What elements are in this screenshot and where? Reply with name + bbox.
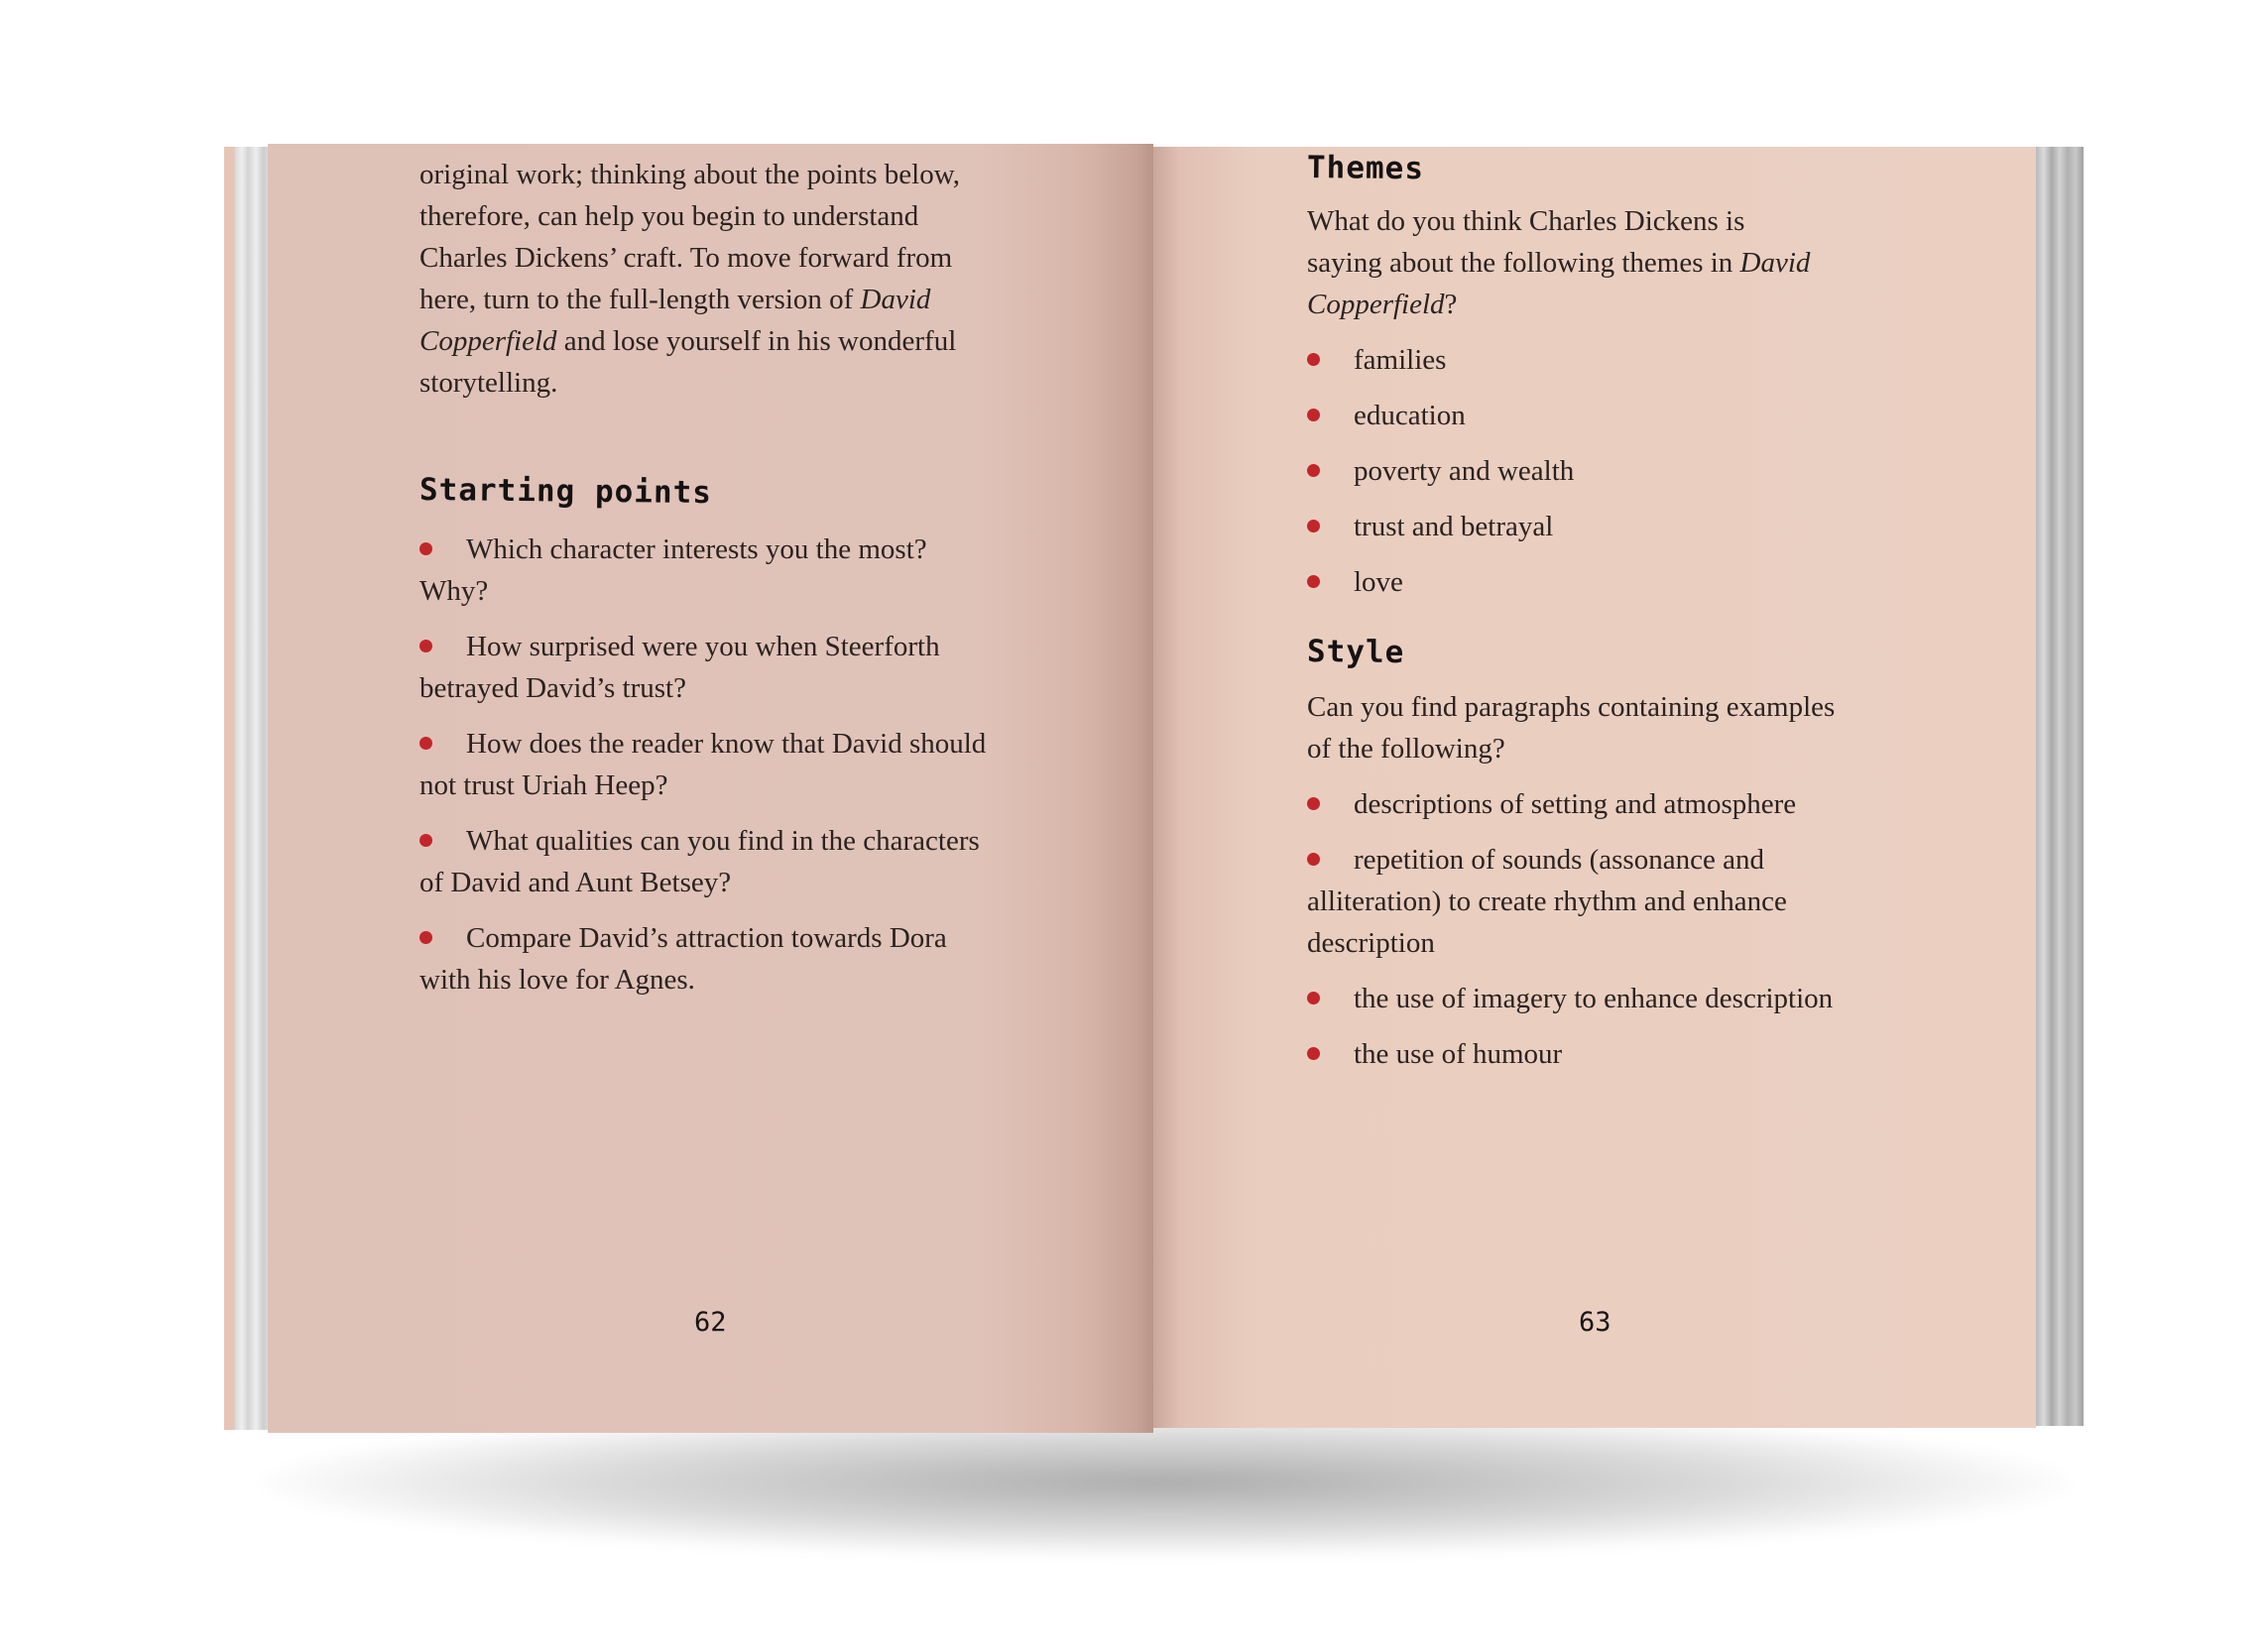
item-text: What qualities can you find in the characters: [466, 825, 980, 857]
bullet-icon: [1307, 992, 1320, 1004]
themes-list: [1307, 339, 1902, 603]
list-item: [1307, 1033, 1902, 1075]
bullet-icon: [1307, 464, 1320, 477]
style-text: description: [1307, 927, 1435, 959]
themes-intro: [1307, 200, 1902, 325]
bullet-icon: [1307, 575, 1320, 588]
book-title-italic: David: [860, 284, 931, 315]
list-item: [1307, 783, 1902, 825]
theme-text: trust and betrayal: [1354, 511, 1554, 542]
list-item: [1307, 506, 1902, 547]
style-text: the use of imagery to enhance description: [1354, 983, 1834, 1014]
item-text: How surprised were you when Steerforth: [466, 631, 940, 662]
list-item: [419, 917, 1034, 1001]
book-title-italic: Copperfield: [1307, 289, 1445, 320]
list-item: [419, 723, 1034, 806]
starting-points-list: [419, 529, 1034, 1001]
themes-intro-line: ?: [1444, 289, 1458, 320]
theme-text: education: [1354, 400, 1466, 431]
page-number-right: 63: [1579, 1307, 1611, 1338]
style-text: alliteration) to create rhythm and enhance: [1307, 885, 1787, 917]
starting-points-heading: Starting points: [418, 472, 713, 512]
style-heading: Style: [1306, 634, 1405, 671]
theme-text: families: [1354, 344, 1447, 376]
style-text: repetition of sounds (assonance and: [1354, 844, 1764, 876]
theme-text: poverty and wealth: [1354, 455, 1575, 487]
list-item: [1307, 978, 1902, 1019]
right-page-content: [1307, 147, 1902, 1075]
bullet-icon: [419, 640, 432, 652]
list-item: [419, 529, 1034, 612]
bullet-icon: [1307, 853, 1320, 866]
bullet-icon: [1307, 409, 1320, 421]
themes-intro-line: saying about the following themes in: [1307, 247, 1740, 279]
intro-line: Charles Dickens’ craft. To move forward from: [419, 242, 953, 274]
list-item: [1307, 839, 1902, 964]
intro-line: storytelling.: [419, 367, 558, 399]
bullet-icon: [1307, 520, 1320, 532]
bullet-icon: [419, 834, 432, 847]
list-item: [419, 820, 1034, 903]
bullet-icon: [419, 737, 432, 750]
book-title-italic: Copperfield: [419, 325, 557, 357]
list-item: [419, 626, 1034, 709]
style-intro-line: of the following?: [1307, 733, 1505, 765]
bullet-icon: [1307, 1047, 1320, 1060]
item-text: with his love for Agnes.: [419, 964, 695, 996]
style-text: the use of humour: [1354, 1038, 1563, 1070]
item-text: not trust Uriah Heep?: [419, 769, 668, 801]
style-intro-line: Can you find paragraphs containing examples: [1307, 691, 1836, 723]
bullet-icon: [419, 542, 432, 555]
bullet-icon: [1307, 353, 1320, 366]
book-title-italic: David: [1739, 247, 1811, 279]
intro-line: therefore, can help you begin to understand: [419, 200, 919, 232]
bullet-icon: [1307, 797, 1320, 810]
style-list: [1307, 783, 1902, 1075]
style-intro: [1307, 686, 1902, 769]
intro-line: and lose yourself in his wonderful: [556, 325, 957, 357]
list-item: [1307, 450, 1902, 492]
item-text: betrayed David’s trust?: [419, 672, 686, 704]
list-item: [1307, 339, 1902, 381]
item-text: Compare David’s attraction towards Dora: [466, 922, 947, 954]
list-item: [1307, 395, 1902, 436]
themes-heading: Themes: [1306, 150, 1425, 187]
list-item: [1307, 561, 1902, 603]
intro-paragraph: [419, 154, 1034, 404]
left-page-edges: [224, 147, 272, 1430]
intro-line: original work; thinking about the points below,: [419, 159, 961, 190]
bullet-icon: [419, 931, 432, 944]
page-number-left: 62: [694, 1307, 727, 1338]
item-text: Why?: [419, 575, 489, 607]
themes-intro-line: What do you think Charles Dickens is: [1307, 205, 1745, 237]
right-page-edges: [2036, 147, 2084, 1426]
left-page-content: [419, 154, 1034, 1001]
style-text: descriptions of setting and atmosphere: [1354, 788, 1797, 820]
item-text: Which character interests you the most?: [466, 533, 927, 565]
item-text: of David and Aunt Betsey?: [419, 867, 732, 898]
item-text: How does the reader know that David should: [466, 728, 987, 760]
intro-line: here, turn to the full-length version of: [419, 284, 861, 315]
theme-text: love: [1354, 566, 1403, 598]
